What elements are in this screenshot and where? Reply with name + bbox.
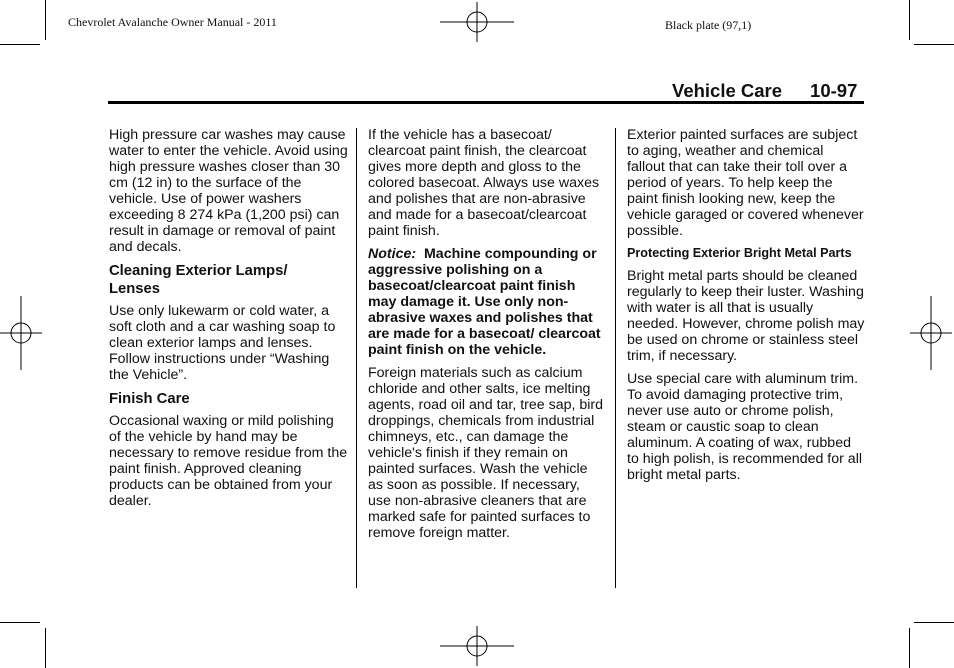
crop-mark <box>914 622 954 623</box>
crop-mark <box>914 44 954 45</box>
crop-mark <box>909 0 910 40</box>
paragraph-high-pressure: High pressure car washes may cause water to enter the vehicle. Avoid using high pressure washes closer than 30 cm (12 in) to the surface of the vehicle. Use of power washers exceeding 8 274 kPa (1,200 psi) can result in damage or removal of paint and decals. <box>109 127 348 255</box>
paragraph-bright-metal-2: Use special care with aluminum trim. To avoid damaging protective trim, never use auto or chrome polish, steam or caustic soap to clean aluminum. A coating of wax, rubbed to high polish, is recommended for all bright metal parts. <box>627 371 863 483</box>
column-1 <box>109 127 349 516</box>
heading-finish-care: Finish Care <box>109 391 190 407</box>
page-number: 10-97 <box>810 80 858 101</box>
column-2 <box>368 127 604 548</box>
registration-mark-left <box>0 296 42 370</box>
crop-mark <box>45 0 46 40</box>
paragraph-finish-care: Occasional waxing or mild polishing of the vehicle by hand may be necessary to remove residue from the paint finish. Approved cleaning products can be obtained from your dealer. <box>109 413 348 509</box>
notice-text: Machine compounding or aggressive polishing on a basecoat/clearcoat paint finish may damage it. Use only non-abrasive waxes and polishes that are made for a basecoat/ clearcoat paint finish on the vehicle. <box>368 246 601 358</box>
column-3 <box>627 127 865 490</box>
paragraph-basecoat: If the vehicle has a basecoat/ clearcoat paint finish, the clearcoat gives more depth and gloss to the colored basecoat. Always use waxes and polishes that are non-abrasive and made for a basecoat/clearcoat paint finish. <box>368 127 600 239</box>
header-rule <box>108 101 864 104</box>
registration-mark-bottom <box>440 626 514 666</box>
page-header <box>672 80 862 102</box>
paragraph-exterior-surfaces: Exterior painted surfaces are subject to aging, weather and chemical fallout that can take their toll over a period of years. To help keep the paint finish looking new, keep the vehicle garaged or covered whenever possible. <box>627 127 864 239</box>
manual-title-meta: Chevrolet Avalanche Owner Manual - 2011 <box>68 15 277 29</box>
heading-bright-metal: Protecting Exterior Bright Metal Parts <box>627 246 852 260</box>
column-divider <box>356 128 357 588</box>
crop-mark <box>0 44 40 45</box>
registration-mark-top <box>440 2 514 42</box>
paragraph-lamps: Use only lukewarm or cold water, a soft cloth and a car washing soap to clean exterior lamps and lenses. Follow instructions under “Washing the Vehicle”. <box>109 303 336 383</box>
crop-mark <box>909 628 910 668</box>
crop-mark <box>0 622 40 623</box>
column-divider <box>615 128 616 588</box>
paragraph-bright-metal-1: Bright metal parts should be cleaned regularly to keep their luster. Washing with water is all that is usually needed. However, chrome polish may be used on chrome or stainless steel trim, if necessary. <box>627 268 865 364</box>
paragraph-foreign-materials: Foreign materials such as calcium chloride and other salts, ice melting agents, road oil and tar, tree sap, bird droppings, chemicals from industrial chimneys, etc., can damage the vehicle's finish if they remain on painted surfaces. Wash the vehicle as soon as possible. If necessary, use non-abrasive cleaners that are marked safe for painted surfaces to remove foreign matter. <box>368 365 604 541</box>
section-title: Vehicle Care <box>672 80 783 101</box>
notice-label: Notice: <box>368 246 417 262</box>
registration-mark-right <box>910 296 952 370</box>
heading-cleaning-lamps: Cleaning Exterior Lamps/ Lenses <box>109 263 288 297</box>
plate-meta: Black plate (97,1) <box>665 18 752 32</box>
notice-block <box>368 246 604 358</box>
crop-mark <box>45 628 46 668</box>
